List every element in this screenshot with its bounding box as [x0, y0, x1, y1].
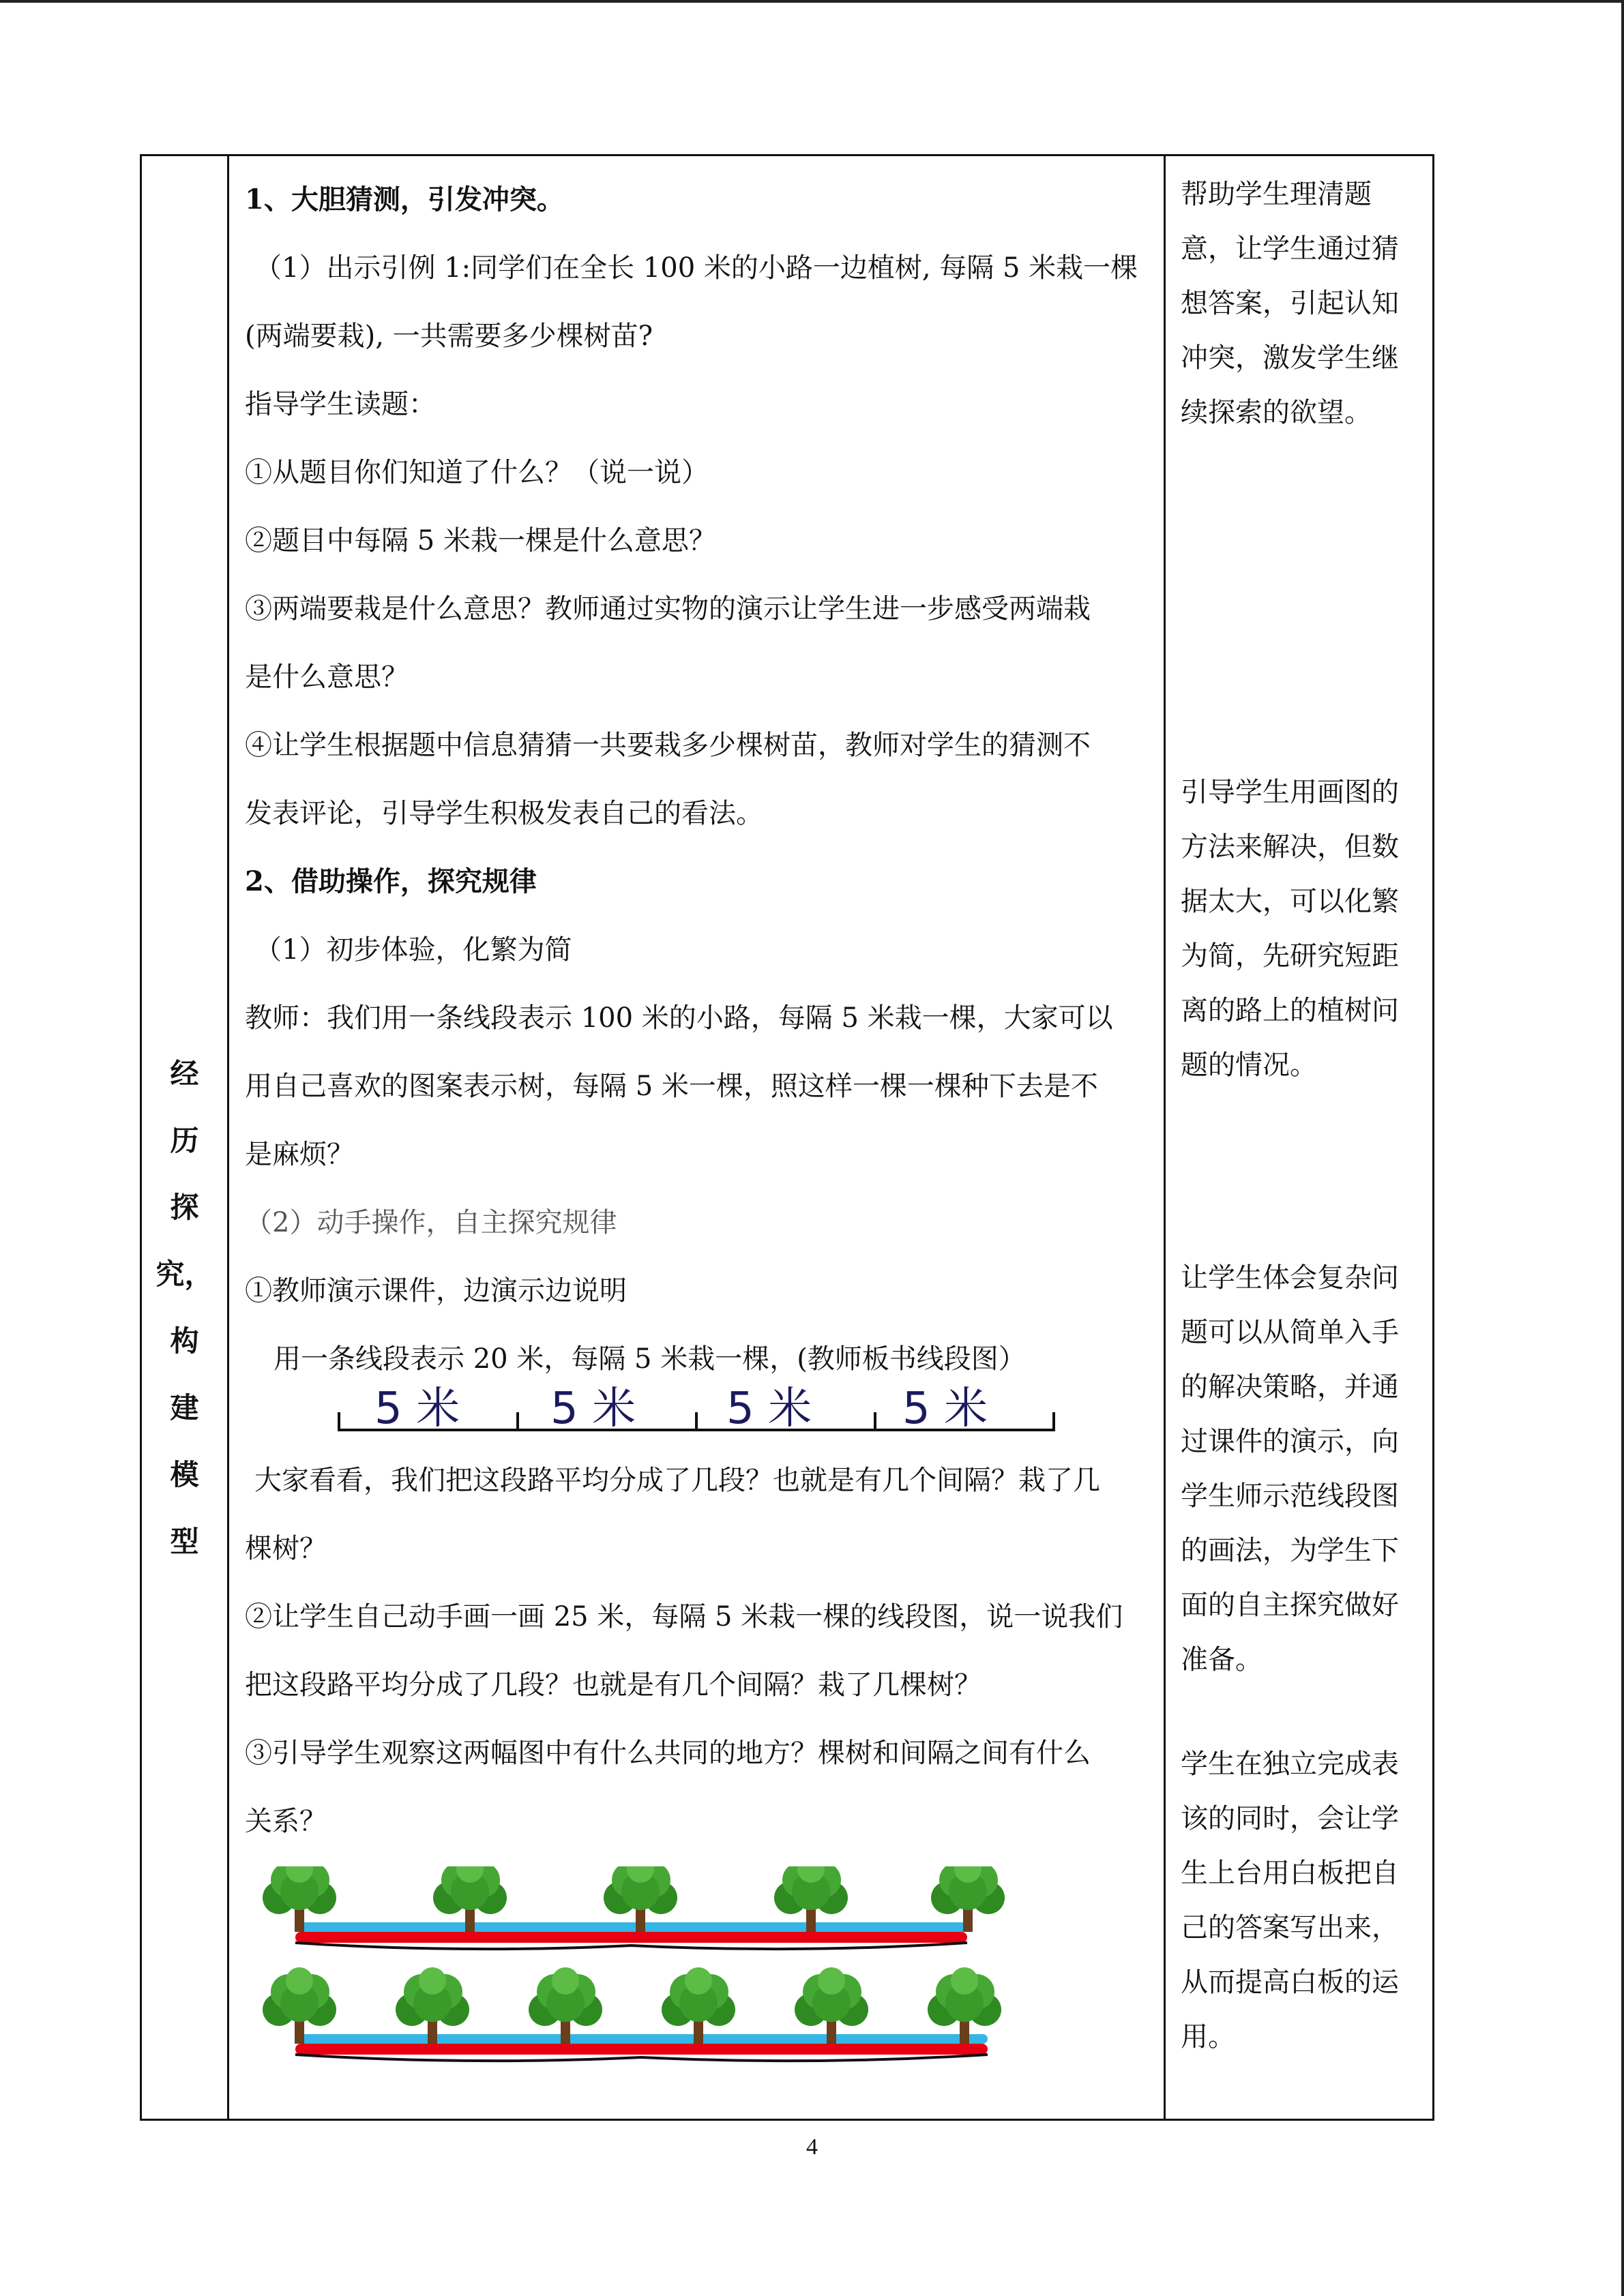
segment-label-number: 5: [902, 1384, 930, 1434]
tree-icon: [662, 1967, 735, 2044]
tree-illustration: [245, 1866, 1016, 2064]
stage-char: 构: [170, 1324, 199, 1358]
stage-char: 型: [170, 1525, 199, 1558]
note-line: 题可以从简单入手: [1181, 1317, 1399, 1348]
note-line: 学生师示范线段图: [1181, 1480, 1399, 1512]
segment-label-unit: 米: [416, 1384, 460, 1434]
look-text: 大家看看，我们把这段路平均分成了几段？也就是有几个间隔？栽了几: [254, 1465, 1100, 1496]
tree-icon: [928, 1967, 1001, 2044]
note-line: 的画法，为学生下: [1181, 1535, 1399, 1566]
guide-text: 指导学生读题：: [245, 389, 436, 420]
page-number: 4: [806, 2134, 818, 2160]
stage-char: 建: [170, 1391, 199, 1425]
example-text: (两端要栽), 一共需要多少棵树苗?: [245, 320, 653, 352]
note-line: 方法来解决，但数: [1181, 831, 1399, 863]
teacher-text: 是麻烦？: [245, 1139, 354, 1170]
segment-label: [902, 1385, 988, 1433]
segment-tick: [338, 1412, 340, 1431]
note-line: 想答案，引起认知: [1181, 288, 1399, 319]
tree-row-2: [263, 1967, 1001, 2061]
stage-char: 经: [170, 1057, 199, 1090]
tree-icon: [795, 1967, 868, 2044]
demo-text: ①教师演示课件，边演示边说明: [245, 1275, 627, 1307]
road: [295, 1932, 967, 1943]
segment-tick: [874, 1412, 876, 1431]
content-cell: [228, 155, 1165, 2120]
segment-label-number: 5: [550, 1384, 578, 1434]
brace: [295, 2055, 988, 2061]
stage-char: 探: [170, 1191, 199, 1224]
teacher-text: 用自己喜欢的图案表示树，每隔 5 米一棵，照这样一棵一棵种下去是不: [245, 1071, 1098, 1102]
segment-label-unit: 米: [768, 1384, 812, 1434]
note-line: 从而提高白板的运: [1181, 1967, 1399, 1998]
segment-label: [374, 1385, 460, 1433]
segment-label: [726, 1385, 812, 1433]
brace: [295, 1943, 967, 1949]
observe-text: 关系？: [245, 1806, 327, 1837]
section-1-title: 1、大胆猜测，引发冲突。: [245, 183, 564, 215]
note-line: 己的答案写出来，: [1181, 1912, 1399, 1943]
question-4: 发表评论，引导学生积极发表自己的看法。: [245, 798, 763, 829]
note-2: [1181, 765, 1426, 1092]
note-line: 据太大，可以化繁: [1181, 886, 1399, 917]
segment-label-unit: 米: [944, 1384, 988, 1434]
note-line: 续探索的欲望。: [1181, 397, 1372, 428]
section-2-title: 2、借助操作，探究规律: [245, 865, 537, 897]
self-draw-text: 把这段路平均分成了几段？也就是有几个间隔？栽了几棵树？: [245, 1669, 981, 1701]
segment-tick: [516, 1412, 519, 1431]
note-line: 的解决策略，并通: [1181, 1371, 1399, 1403]
note-line: 引导学生用画图的: [1181, 777, 1399, 808]
note-line: 离的路上的植树问: [1181, 995, 1399, 1026]
stage-char: 究，: [156, 1257, 213, 1291]
river: [295, 1922, 967, 1932]
tree-icon: [529, 1967, 602, 2044]
note-line: 学生在独立完成表: [1181, 1748, 1399, 1780]
subsection-2: （2）动手操作，自主探究规律: [245, 1207, 617, 1238]
tree-row-1: [263, 1866, 1005, 1949]
note-line: 为简，先研究短距: [1181, 940, 1399, 972]
segment-tick: [1052, 1412, 1055, 1431]
question-1: ①从题目你们知道了什么？（说一说）: [245, 457, 709, 488]
note-line: 意，让学生通过猜: [1181, 233, 1399, 265]
note-3: [1181, 1251, 1426, 1687]
segment-text: 用一条线段表示 20 米，每隔 5 米栽一棵，(教师板书线段图）: [274, 1343, 1026, 1375]
example-text: （1）出示引例 1:同学们在全长 100 米的小路一边植树, 每隔 5 米栽一棵: [254, 252, 1138, 284]
stage-label: [142, 1041, 227, 1575]
note-line: 过课件的演示，向: [1181, 1426, 1399, 1457]
segment-label: [550, 1385, 636, 1433]
segment-label-number: 5: [374, 1384, 402, 1434]
stage-char: 模: [170, 1458, 199, 1491]
subsection-1: （1）初步体验，化繁为简: [254, 934, 572, 966]
note-line: 面的自主探究做好: [1181, 1590, 1399, 1621]
note-line: 让学生体会复杂问: [1181, 1262, 1399, 1294]
page-edge-right: [1621, 0, 1624, 2296]
notes-cell: [1165, 155, 1434, 2120]
stage-char: 历: [170, 1124, 199, 1157]
tree-icon: [263, 1967, 336, 2044]
tree-rows-svg: [245, 1866, 1016, 2064]
note-line: 该的同时，会让学: [1181, 1803, 1399, 1834]
segment-label-number: 5: [726, 1384, 754, 1434]
question-3: ③两端要栽是什么意思？教师通过实物的演示让学生进一步感受两端栽: [245, 593, 1091, 625]
note-line: 准备。: [1181, 1644, 1263, 1675]
segment-diagram: [245, 1384, 995, 1437]
tree-icon: [604, 1866, 677, 1932]
teacher-text: 教师：我们用一条线段表示 100 米的小路，每隔 5 米栽一棵，大家可以: [245, 1002, 1113, 1034]
note-line: 题的情况。: [1181, 1049, 1317, 1081]
road: [295, 2044, 988, 2055]
river: [295, 2034, 988, 2044]
segment-tick: [695, 1412, 698, 1431]
observe-text: ③引导学生观察这两幅图中有什么共同的地方？棵树和间隔之间有什么: [245, 1738, 1091, 1769]
lesson-plan-table: [140, 154, 1434, 2121]
tree-icon: [263, 1866, 336, 1932]
tree-icon: [433, 1866, 507, 1932]
look-text: 棵树？: [245, 1533, 327, 1564]
stage-cell: [141, 155, 228, 2120]
note-line: 冲突，激发学生继: [1181, 342, 1399, 374]
tree-icon: [774, 1866, 848, 1932]
question-3: 是什么意思？: [245, 661, 409, 693]
tree-icon: [931, 1866, 1005, 1932]
tree-icon: [396, 1967, 469, 2044]
segment-label-unit: 米: [592, 1384, 636, 1434]
note-line: 用。: [1181, 2021, 1235, 2053]
note-4: [1181, 1737, 1426, 2064]
self-draw-text: ②让学生自己动手画一画 25 米，每隔 5 米栽一棵的线段图，说一说我们: [245, 1601, 1123, 1632]
note-line: 帮助学生理清题: [1181, 179, 1372, 210]
page-edge-top: [0, 0, 1624, 3]
note-1: [1181, 167, 1426, 440]
question-4: ④让学生根据题中信息猜猜一共要栽多少棵树苗，教师对学生的猜测不: [245, 730, 1091, 761]
note-line: 生上台用白板把自: [1181, 1858, 1399, 1889]
question-2: ②题目中每隔 5 米栽一棵是什么意思？: [245, 525, 716, 556]
